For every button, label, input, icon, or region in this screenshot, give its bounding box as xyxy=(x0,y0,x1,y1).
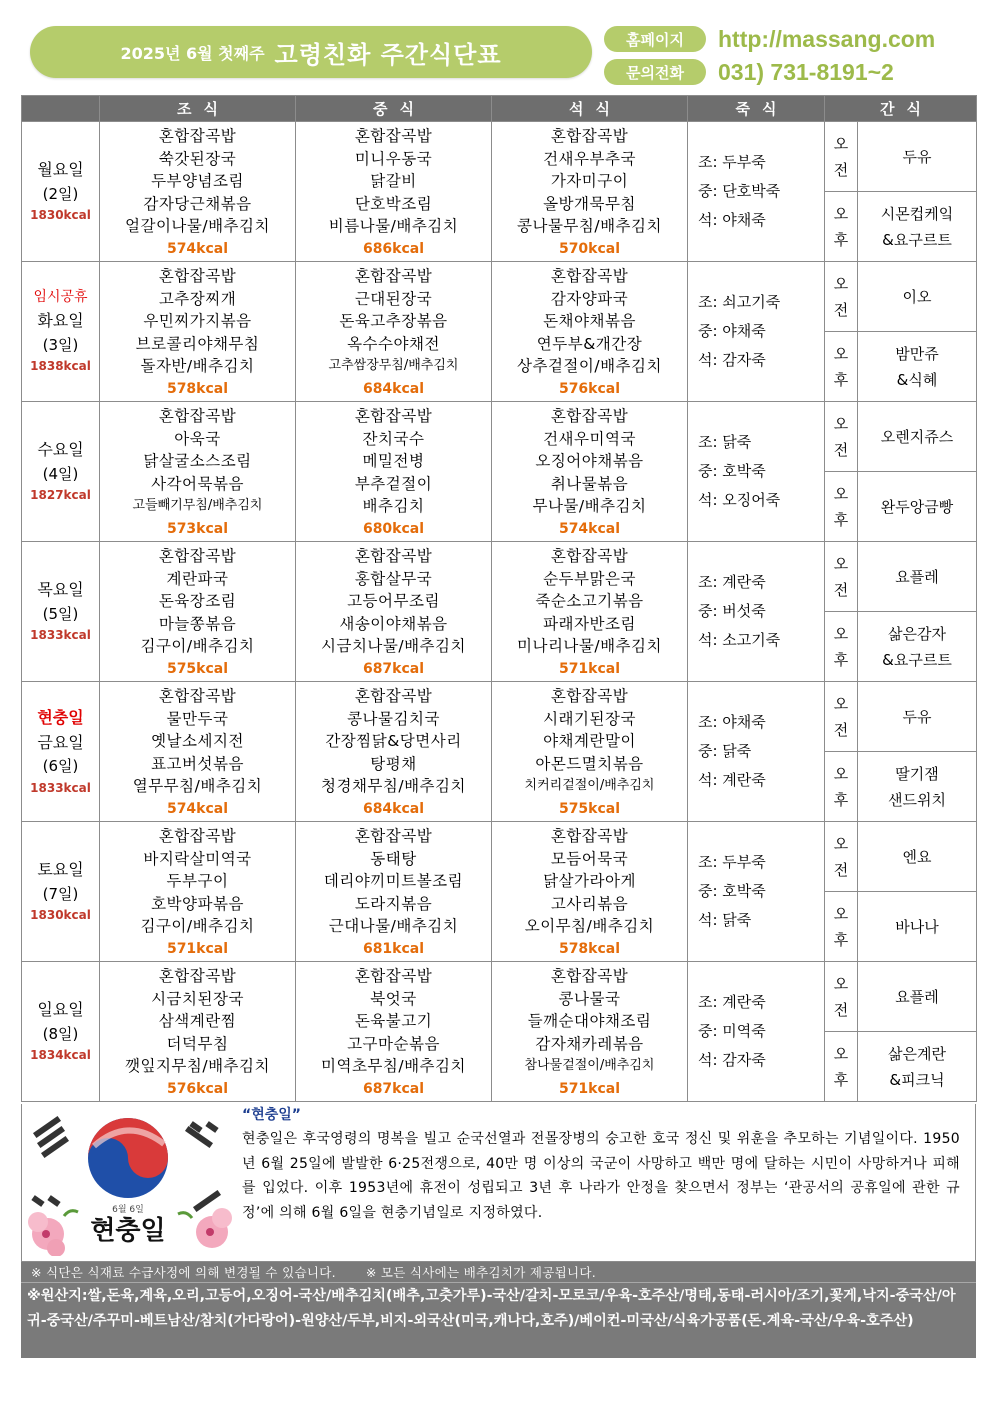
porridge-item: 중: 야채죽 xyxy=(698,322,766,340)
porridge-cell xyxy=(688,542,825,682)
dish-item: 야채계란말이 xyxy=(543,732,636,751)
snack-am: 요플레 xyxy=(858,542,977,612)
dish-item: 열무무침/배추김치 xyxy=(132,777,263,796)
dish-item: 호박양파볶음 xyxy=(151,894,244,913)
dish-item: 고들빼기무침/배추김치 xyxy=(132,498,263,514)
porridge-item: 석: 닭죽 xyxy=(698,911,752,929)
header-porridge: 죽식 xyxy=(688,96,825,122)
porridge-item: 석: 감자죽 xyxy=(698,1051,766,1069)
dish-item: 혼합잡곡밥 xyxy=(158,407,237,425)
header-dinner: 석식 xyxy=(492,96,688,122)
dish-item: 삼색계란찜 xyxy=(158,1012,237,1031)
dish-item: 닭살굴소스조림 xyxy=(143,452,252,471)
porridge-item: 중: 닭죽 xyxy=(698,742,752,760)
dish-item: 우민찌가지볶음 xyxy=(143,312,252,331)
breakfast-kcal: 574kcal xyxy=(166,240,229,257)
dish-item: 시금치나물/배추김치 xyxy=(321,637,466,656)
dish-item: 비름나물/배추김치 xyxy=(328,217,459,236)
dish-item: 김구이/배추김치 xyxy=(140,917,255,936)
lunch-cell xyxy=(296,682,492,822)
contact-phone: 031) 731-8191~2 xyxy=(718,58,894,85)
snack-am-label: 오 전 xyxy=(825,542,858,612)
dinner-cell xyxy=(492,402,688,542)
dish-item: 단호박조림 xyxy=(354,194,433,213)
lunch-kcal: 680kcal xyxy=(362,520,425,537)
dish-item: 잔치국수 xyxy=(362,429,425,448)
dinner-kcal: 574kcal xyxy=(558,520,621,537)
title-banner xyxy=(30,26,592,78)
dinner-kcal: 576kcal xyxy=(558,380,621,397)
day-row xyxy=(22,122,977,192)
snack-am-label: 오 전 xyxy=(825,822,858,892)
memorial-day-illustration xyxy=(24,1106,232,1256)
contact-label: 문의전화 xyxy=(604,59,706,85)
memorial-text: 현충일은 후국영령의 명복을 빌고 순국선열과 전몰장병의 숭고한 호국 정신 및 위훈을 추모하는 기념일이다. 1950년 6월 25일에 발발한 6·25전쟁으로, 40만 명 이상의 국군이 사망하고 백만 명에 달하는 시민이 사망하거나 피해를 입었다. 이후 1953년에 휴전이 성립되고 3년 후 나라가 안정을 찾으면서 정부는 ‘관공서의 공휴일에 관한 규정’에 의해 6월 6일을 현충기념일로 지정하였다. xyxy=(242,1131,960,1221)
dish-item: 감자채카레볶음 xyxy=(535,1034,644,1053)
day-date: (5일) xyxy=(42,604,79,623)
breakfast-kcal: 571kcal xyxy=(166,940,229,957)
dish-item: 계란파국 xyxy=(166,569,229,588)
dinner-cell xyxy=(492,122,688,262)
dish-item: 시금치된장국 xyxy=(151,989,244,1008)
day-name: 목요일 xyxy=(37,580,84,600)
snack-am-label: 오 전 xyxy=(825,402,858,472)
day-cell xyxy=(22,542,100,682)
snack-pm-item: 삶은감자 xyxy=(888,624,946,643)
day-date: (6일) xyxy=(42,757,79,776)
dish-item: 근대된장국 xyxy=(354,289,433,308)
dish-item: 치커리겉절이/배추김치 xyxy=(524,778,655,794)
dish-item: 미니우동국 xyxy=(354,149,433,168)
contact-row xyxy=(604,58,894,86)
dish-item: 혼합잡곡밥 xyxy=(550,967,629,985)
snack-am-label: 오 전 xyxy=(825,962,858,1032)
snack-pm-item: 딸기잼 xyxy=(895,764,939,783)
dish-item: 배추김치 xyxy=(362,497,425,516)
porridge-item: 석: 오징어죽 xyxy=(698,491,781,509)
dish-item: 청경채무침/배추김치 xyxy=(321,777,466,796)
dish-item: 돈채야채볶음 xyxy=(543,312,636,331)
dish-item: 혼합잡곡밥 xyxy=(550,267,629,285)
dish-item: 동태탕 xyxy=(370,849,417,868)
dinner-cell xyxy=(492,262,688,402)
porridge-item: 석: 소고기죽 xyxy=(698,631,781,649)
day-row xyxy=(22,822,977,892)
porridge-item: 석: 감자죽 xyxy=(698,351,766,369)
breakfast-cell xyxy=(100,822,296,962)
dish-item: 두부양념조림 xyxy=(151,172,244,191)
table-header-row xyxy=(22,96,977,122)
breakfast-cell xyxy=(100,262,296,402)
dish-item: 고추쌈장무침/배추김치 xyxy=(328,358,459,374)
porridge-item: 중: 호박죽 xyxy=(698,462,766,480)
header-lunch: 중식 xyxy=(296,96,492,122)
breakfast-kcal: 573kcal xyxy=(166,520,229,537)
porridge-cell xyxy=(688,822,825,962)
lunch-cell xyxy=(296,962,492,1102)
snack-am: 이오 xyxy=(858,262,977,332)
day-cell xyxy=(22,962,100,1102)
dish-item: 혼합잡곡밥 xyxy=(550,827,629,845)
dish-item: 취나물볶음 xyxy=(550,474,629,493)
lunch-kcal: 687kcal xyxy=(362,660,425,677)
porridge-item: 중: 미역죽 xyxy=(698,1022,766,1040)
snack-am-label: 오 전 xyxy=(825,262,858,332)
day-total-kcal: 1834kcal xyxy=(30,1048,91,1063)
dish-item: 시래기된장국 xyxy=(543,709,636,728)
porridge-item: 조: 계란죽 xyxy=(698,573,766,591)
snack-pm-item: 완두앙금빵 xyxy=(880,497,954,516)
dish-item: 혼합잡곡밥 xyxy=(550,547,629,565)
porridge-cell xyxy=(688,262,825,402)
dinner-cell xyxy=(492,542,688,682)
day-row xyxy=(22,682,977,752)
dish-item: 고사리볶음 xyxy=(550,894,629,913)
day-date: (3일) xyxy=(42,335,79,354)
dinner-cell xyxy=(492,962,688,1102)
memorial-title: “현충일” xyxy=(242,1107,301,1123)
notes-line xyxy=(21,1262,976,1283)
dish-item: 쑥갓된장국 xyxy=(158,149,237,168)
dish-item: 가자미구이 xyxy=(550,172,629,191)
dish-item: 건새우미역국 xyxy=(543,429,636,448)
day-date: (7일) xyxy=(42,884,79,903)
breakfast-cell xyxy=(100,402,296,542)
dish-item: 죽순소고기볶음 xyxy=(535,592,644,611)
snack-am: 엔요 xyxy=(858,822,977,892)
day-row xyxy=(22,262,977,332)
day-cell xyxy=(22,262,100,402)
dish-item: 상추겉절이/배추김치 xyxy=(517,357,662,376)
notes-box xyxy=(21,1262,976,1358)
dish-item: 콩나물국 xyxy=(558,989,621,1008)
day-cell xyxy=(22,122,100,262)
dinner-kcal: 575kcal xyxy=(558,800,621,817)
snack-pm xyxy=(858,1032,977,1102)
porridge-item: 중: 단호박죽 xyxy=(698,182,781,200)
dish-item: 김구이/배추김치 xyxy=(140,637,255,656)
menu-change-note: ※ 식단은 식재료 수급사정에 의해 변경될 수 있습니다. xyxy=(31,1265,336,1280)
porridge-item: 조: 두부죽 xyxy=(698,153,766,171)
day-date: (2일) xyxy=(42,184,79,203)
day-date: (8일) xyxy=(42,1024,79,1043)
dish-item: 돈육고추장볶음 xyxy=(339,312,448,331)
dish-item: 무나물/배추김치 xyxy=(532,497,647,516)
dish-item: 미나리나물/배추김치 xyxy=(517,637,662,656)
porridge-item: 조: 야채죽 xyxy=(698,713,766,731)
day-name: 금요일 xyxy=(37,732,84,752)
dish-item: 혼합잡곡밥 xyxy=(158,967,237,985)
day-total-kcal: 1838kcal xyxy=(30,359,91,374)
dish-item: 들깨순대야채조림 xyxy=(527,1012,652,1031)
memorial-info-box xyxy=(21,1104,976,1262)
dinner-kcal: 571kcal xyxy=(558,660,621,677)
porridge-item: 석: 야채죽 xyxy=(698,211,766,229)
dish-item: 깻잎지무침/배추김치 xyxy=(125,1057,270,1076)
header-day xyxy=(22,96,100,122)
dish-item: 간장찜닭&당면사리 xyxy=(325,732,462,751)
dish-item: 고등어무조림 xyxy=(347,592,440,611)
snack-pm-label: 오 후 xyxy=(825,1032,858,1102)
snack-pm xyxy=(858,612,977,682)
day-total-kcal: 1830kcal xyxy=(30,908,91,923)
kimchi-note: ※ 모든 식사에는 배추김치가 제공됩니다. xyxy=(365,1265,596,1280)
day-row xyxy=(22,962,977,1032)
breakfast-kcal: 575kcal xyxy=(166,660,229,677)
snack-pm xyxy=(858,192,977,262)
day-row xyxy=(22,402,977,472)
illustration-title-text: 현충일 xyxy=(90,1216,166,1246)
dish-item: 혼합잡곡밥 xyxy=(354,827,433,845)
snack-am-label: 오 전 xyxy=(825,682,858,752)
breakfast-cell xyxy=(100,962,296,1102)
dish-item: 혼합잡곡밥 xyxy=(158,547,237,565)
dish-item: 혼합잡곡밥 xyxy=(354,967,433,985)
homepage-row xyxy=(604,25,935,53)
dish-item: 혼합잡곡밥 xyxy=(158,687,237,705)
dish-item: 혼합잡곡밥 xyxy=(354,687,433,705)
snack-pm-label: 오 후 xyxy=(825,472,858,542)
dish-item: 데리야끼미트볼조림 xyxy=(323,872,464,891)
dish-item: 오이무침/배추김치 xyxy=(524,917,655,936)
porridge-item: 중: 호박죽 xyxy=(698,882,766,900)
dish-item: 닭살가라아게 xyxy=(543,872,636,891)
snack-pm-item: &요구르트 xyxy=(882,230,952,249)
dish-item: 미역초무침/배추김치 xyxy=(321,1057,466,1076)
lunch-kcal: 681kcal xyxy=(362,940,425,957)
snack-pm-label: 오 후 xyxy=(825,332,858,402)
dish-item: 바지락살미역국 xyxy=(143,849,252,868)
menu-body xyxy=(22,122,977,1102)
snack-pm-label: 오 후 xyxy=(825,892,858,962)
snack-pm-item: 삶은계란 xyxy=(888,1044,946,1063)
day-total-kcal: 1830kcal xyxy=(30,208,91,223)
snack-am: 두유 xyxy=(858,682,977,752)
day-cell xyxy=(22,402,100,542)
dish-item: 도라지볶음 xyxy=(354,894,433,913)
dish-item: 참나물겉절이/배추김치 xyxy=(524,1058,655,1074)
porridge-cell xyxy=(688,962,825,1102)
dish-item: 돌자반/배추김치 xyxy=(140,357,255,376)
snack-pm-item: &식혜 xyxy=(896,370,938,389)
breakfast-cell xyxy=(100,682,296,822)
day-total-kcal: 1833kcal xyxy=(30,780,91,795)
dish-item: 돈육장조림 xyxy=(158,592,237,611)
header-snack: 간식 xyxy=(825,96,977,122)
dish-item: 감자양파국 xyxy=(550,289,629,308)
dish-item: 혼합잡곡밥 xyxy=(550,407,629,425)
illustration-date-text: 6월 6일 xyxy=(112,1205,144,1215)
homepage-link[interactable]: http://massang.com xyxy=(718,25,936,52)
day-name: 토요일 xyxy=(37,860,84,880)
dish-item: 올방개묵무침 xyxy=(543,194,636,213)
day-cell xyxy=(22,682,100,822)
snack-pm-item: 바나나 xyxy=(895,917,939,936)
snack-pm xyxy=(858,752,977,822)
breakfast-kcal: 574kcal xyxy=(166,800,229,817)
day-total-kcal: 1827kcal xyxy=(30,488,91,503)
day-name: 화요일 xyxy=(37,311,84,331)
day-date: (4일) xyxy=(42,464,79,483)
weekly-menu-table xyxy=(21,95,977,1102)
dish-item: 건새우부추국 xyxy=(543,149,636,168)
dish-item: 혼합잡곡밥 xyxy=(354,127,433,145)
snack-pm-label: 오 후 xyxy=(825,752,858,822)
lunch-cell xyxy=(296,262,492,402)
origin-note: ※원산지:쌀,돈육,계육,오리,고등어,오징어-국산/배추김치(배추,고춧가루)-국산/갈치-모로코/우육-호주산/명태,동태-러시아/조기,꽃게,낙지-중국산/아귀-중국산/주꾸미-베트남산/참치(가다랑어)-원양산/두부,비지-외국산(미국,캐나다,호주)/베이컨-미국산/식육가공품(돈.계육-국산/우육-호주산) xyxy=(27,1288,956,1329)
snack-pm-item: 밤만쥬 xyxy=(895,344,939,363)
lunch-kcal: 684kcal xyxy=(362,380,425,397)
dish-item: 아몬드멸치볶음 xyxy=(535,754,644,773)
porridge-cell xyxy=(688,122,825,262)
dish-item: 부추겉절이 xyxy=(354,474,433,493)
lunch-cell xyxy=(296,822,492,962)
breakfast-cell xyxy=(100,542,296,682)
dish-item: 홍합살무국 xyxy=(354,569,433,588)
lunch-kcal: 684kcal xyxy=(362,800,425,817)
snack-pm-item: &피크닉 xyxy=(889,1070,945,1089)
homepage-label: 홈페이지 xyxy=(604,26,706,52)
dish-item: 탕평채 xyxy=(370,754,417,773)
dish-item: 돈육불고기 xyxy=(354,1012,433,1031)
day-name: 월요일 xyxy=(37,160,84,180)
dish-item: 고구마순볶음 xyxy=(347,1034,440,1053)
lunch-cell xyxy=(296,542,492,682)
lunch-cell xyxy=(296,122,492,262)
dish-item: 콩나물무침/배추김치 xyxy=(517,217,662,236)
dish-item: 새송이야채볶음 xyxy=(339,614,448,633)
dish-item: 사각어묵볶음 xyxy=(151,474,244,493)
dish-item: 옥수수야채전 xyxy=(347,334,440,353)
dish-item: 오징어야채볶음 xyxy=(535,452,644,471)
dish-item: 두부구이 xyxy=(166,872,229,891)
dish-item: 마늘쫑볶음 xyxy=(158,614,237,633)
page-title: 고령친화 주간식단표 xyxy=(274,40,502,69)
day-name: 수요일 xyxy=(37,440,84,460)
dinner-cell xyxy=(492,822,688,962)
dish-item: 감자당근채볶음 xyxy=(143,194,252,213)
day-total-kcal: 1833kcal xyxy=(30,628,91,643)
breakfast-cell xyxy=(100,122,296,262)
dish-item: 메밀전병 xyxy=(362,452,425,471)
porridge-item: 조: 닭죽 xyxy=(698,433,752,451)
day-name: 일요일 xyxy=(37,1000,84,1020)
snack-pm-label: 오 후 xyxy=(825,192,858,262)
breakfast-kcal: 576kcal xyxy=(166,1080,229,1097)
dish-item: 혼합잡곡밥 xyxy=(158,827,237,845)
porridge-cell xyxy=(688,682,825,822)
day-cell xyxy=(22,822,100,962)
lunch-kcal: 686kcal xyxy=(362,240,425,257)
porridge-item: 조: 계란죽 xyxy=(698,993,766,1011)
dish-item: 혼합잡곡밥 xyxy=(158,127,237,145)
lunch-cell xyxy=(296,402,492,542)
dish-item: 혼합잡곡밥 xyxy=(550,127,629,145)
dish-item: 근대나물/배추김치 xyxy=(328,917,459,936)
dish-item: 브로콜리야채무침 xyxy=(135,334,260,353)
porridge-cell xyxy=(688,402,825,542)
porridge-item: 조: 두부죽 xyxy=(698,853,766,871)
dish-item: 연두부&개간장 xyxy=(536,334,643,353)
header-breakfast: 조식 xyxy=(100,96,296,122)
porridge-item: 중: 버섯죽 xyxy=(698,602,766,620)
breakfast-kcal: 578kcal xyxy=(166,380,229,397)
snack-pm xyxy=(858,472,977,542)
dish-item: 더덕무침 xyxy=(166,1034,229,1053)
dish-item: 혼합잡곡밥 xyxy=(158,267,237,285)
dish-item: 순두부맑은국 xyxy=(543,569,636,588)
snack-am: 오렌지쥬스 xyxy=(858,402,977,472)
porridge-item: 조: 쇠고기죽 xyxy=(698,293,781,311)
dish-item: 혼합잡곡밥 xyxy=(354,547,433,565)
snack-pm-item: &요구르트 xyxy=(882,650,952,669)
dinner-kcal: 578kcal xyxy=(558,940,621,957)
dish-item: 아욱국 xyxy=(174,429,221,448)
dinner-kcal: 570kcal xyxy=(558,240,621,257)
dinner-cell xyxy=(492,682,688,822)
dish-item: 혼합잡곡밥 xyxy=(550,687,629,705)
lunch-kcal: 687kcal xyxy=(362,1080,425,1097)
snack-am-label: 오 전 xyxy=(825,122,858,192)
dish-item: 얼갈이나물/배추김치 xyxy=(125,217,270,236)
snack-am: 두유 xyxy=(858,122,977,192)
dish-item: 파래자반조림 xyxy=(543,614,636,633)
dish-item: 모듬어묵국 xyxy=(550,849,629,868)
dish-item: 물만두국 xyxy=(166,709,229,728)
dish-item: 콩나물김치국 xyxy=(347,709,440,728)
dish-item: 혼합잡곡밥 xyxy=(354,407,433,425)
snack-pm xyxy=(858,892,977,962)
day-row xyxy=(22,542,977,612)
dinner-kcal: 571kcal xyxy=(558,1080,621,1097)
snack-am: 요플레 xyxy=(858,962,977,1032)
snack-pm xyxy=(858,332,977,402)
porridge-item: 석: 계란죽 xyxy=(698,771,766,789)
snack-pm-label: 오 후 xyxy=(825,612,858,682)
holiday-label: 현충일 xyxy=(37,707,84,727)
holiday-label: 임시공휴 xyxy=(33,289,88,306)
dish-item: 고추장찌개 xyxy=(158,289,237,308)
snack-pm-item: 시몬컵케잌 xyxy=(880,204,954,223)
dish-item: 닭갈비 xyxy=(370,172,417,191)
snack-pm-item: 샌드위치 xyxy=(888,790,946,809)
title-prefix: 2025년 6월 첫째주 xyxy=(120,43,265,63)
dish-item: 북엇국 xyxy=(370,989,417,1008)
dish-item: 혼합잡곡밥 xyxy=(354,267,433,285)
dish-item: 표고버섯볶음 xyxy=(151,754,244,773)
dish-item: 옛날소세지전 xyxy=(151,732,244,751)
